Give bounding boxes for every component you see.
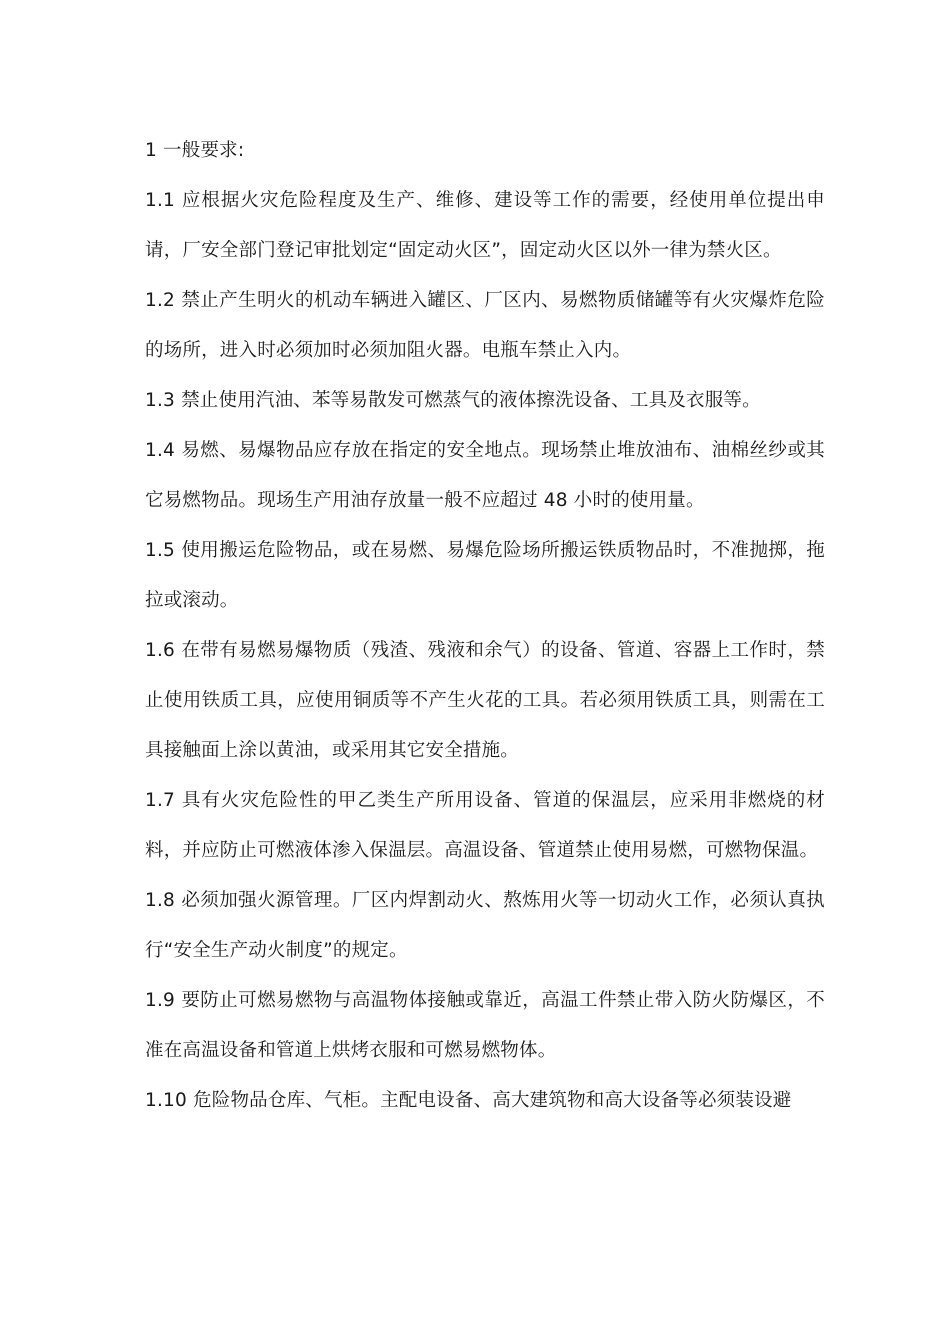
paragraph-1-3: 1.3 禁止使用汽油、苯等易散发可燃蒸气的液体擦洗设备、工具及衣服等。 — [145, 390, 761, 411]
paragraph-1-6: 1.6 在带有易燃易爆物质（残渣、残液和余气）的设备、管道、容器上工作时，禁止使用铁质工具，应使用铜质等不产生火花的工具。若必须用铁质工具，则需在工具接触面上涂以黄油，或采用其它安全措施。 — [145, 640, 825, 761]
paragraph-1-1: 1.1 应根据火灾危险程度及生产、维修、建设等工作的需要，经使用单位提出申请，厂安全部门登记审批划定“固定动火区”，固定动火区以外一律为禁火区。 — [145, 190, 825, 261]
paragraph-1-7: 1.7 具有火灾危险性的甲乙类生产所用设备、管道的保温层，应采用非燃烧的材料，并应防止可燃液体渗入保温层。高温设备、管道禁止使用易燃，可燃物保温。 — [145, 790, 825, 861]
paragraph-1-10: 1.10 危险物品仓库、气柜。主配电设备、高大建筑物和高大设备等必须装设避 — [145, 1090, 792, 1111]
paragraph-1-9: 1.9 要防止可燃易燃物与高温物体接触或靠近，高温工件禁止带入防火防爆区，不准在高温设备和管道上烘烤衣服和可燃易燃物体。 — [145, 990, 825, 1061]
document-body — [145, 126, 825, 1126]
paragraph-1-8: 1.8 必须加强火源管理。厂区内焊割动火、熬炼用火等一切动火工作，必须认真执行“安全生产动火制度”的规定。 — [145, 890, 825, 961]
paragraph-1-2: 1.2 禁止产生明火的机动车辆进入罐区、厂区内、易燃物质储罐等有火灾爆炸危险的场所，进入时必须加时必须加阻火器。电瓶车禁止入内。 — [145, 290, 825, 361]
section-heading: 1 一般要求: — [145, 140, 245, 161]
paragraph-1-4: 1.4 易燃、易爆物品应存放在指定的安全地点。现场禁止堆放油布、油棉丝纱或其它易燃物品。现场生产用油存放量一般不应超过 48 小时的使用量。 — [145, 440, 825, 511]
paragraph-1-5: 1.5 使用搬运危险物品，或在易燃、易爆危险场所搬运铁质物品时，不准抛掷，拖拉或滚动。 — [145, 540, 825, 611]
